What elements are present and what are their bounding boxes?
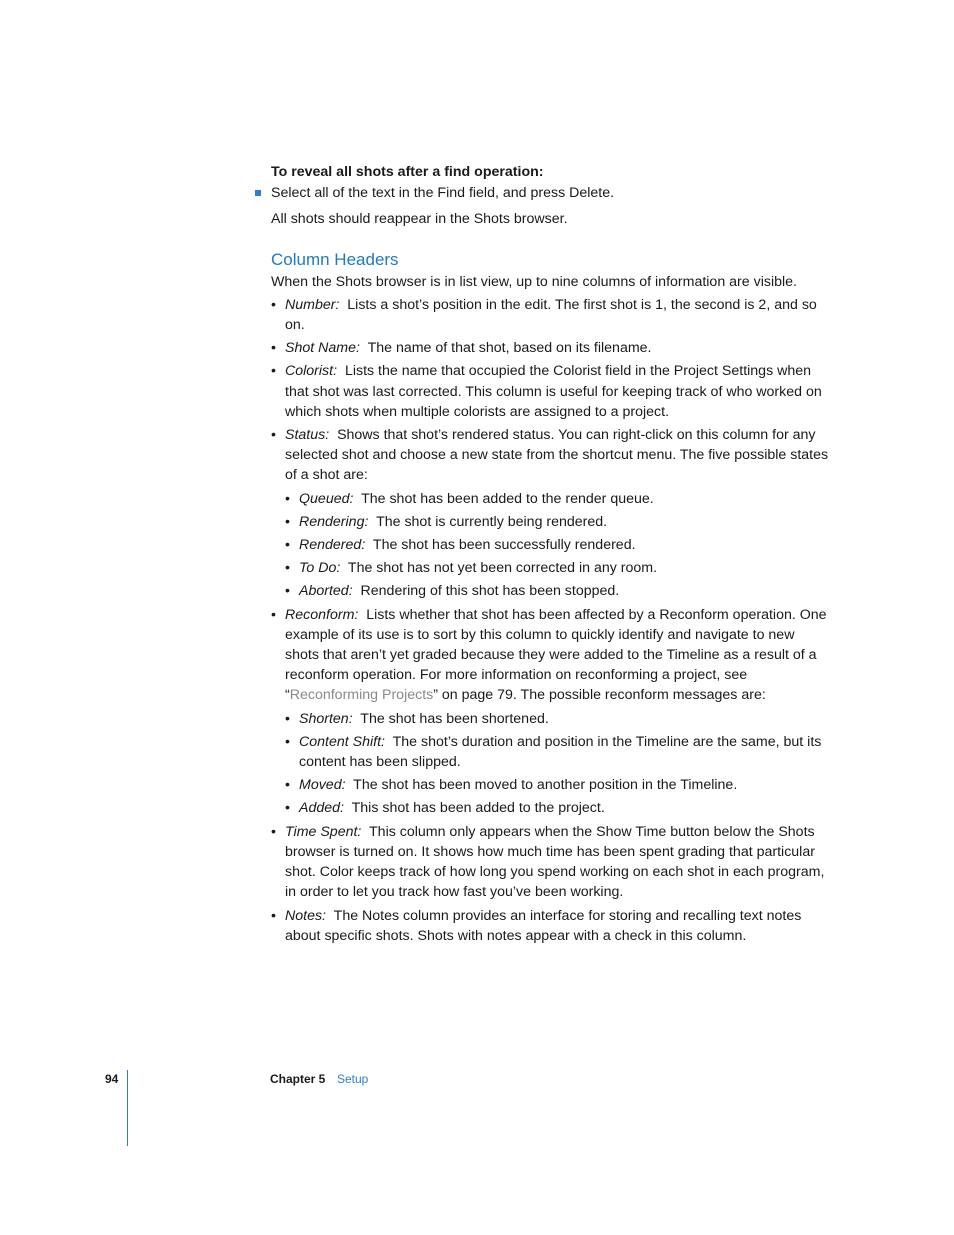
bullet-icon: • — [271, 296, 276, 313]
sub-item-text: The shot has been shortened. — [360, 710, 549, 727]
item-text: Shows that shot’s rendered status. You can right-click on this column for any selected shot and choose a new state from the shortcut menu. The five possible states of a shot are: — [285, 427, 829, 484]
bullet-icon: • — [285, 537, 290, 554]
sub-item-term: Added: — [299, 800, 344, 817]
page-content — [271, 162, 831, 949]
bullet-icon: • — [285, 733, 290, 750]
sub-item-term: Moved: — [299, 777, 346, 794]
sub-list-item — [285, 775, 831, 795]
chapter-label: Chapter 5 — [270, 1072, 326, 1086]
sub-item-term: Rendering: — [299, 513, 369, 530]
task-step-text: Select all of the text in the Find field, and press Delete. — [271, 185, 615, 202]
sub-list-item — [285, 709, 831, 729]
chapter-name: Setup — [337, 1072, 369, 1086]
list-item-time-spent — [271, 822, 831, 903]
item-term: Status: — [285, 427, 330, 444]
sub-item-text: This shot has been added to the project. — [351, 800, 605, 817]
sub-item-term: To Do: — [299, 560, 341, 577]
item-text: Lists the name that occupied the Colorist field in the Project Settings when that shot was last corrected. This column is useful for keeping track of who worked on which shots when multiple colorists are assigned to a project. — [285, 363, 822, 420]
list-item-reconform — [271, 605, 831, 819]
item-term: Reconform: — [285, 606, 359, 623]
cross-reference-link[interactable]: Reconforming Projects — [289, 687, 434, 704]
bullet-icon: • — [285, 513, 290, 530]
sub-list-item — [285, 581, 831, 601]
item-text: Lists whether that shot has been affected by a Reconform operation. One example of its use is to sort by this column to quickly identify and navigate to new shots that aren’t yet graded because they were added to the Timeline as a result of a reconform operation. For more information on reconforming a project, see “ — [285, 606, 827, 704]
sub-item-text: The shot has been moved to another position in the Timeline. — [353, 777, 738, 794]
sub-item-text: The shot is currently being rendered. — [376, 513, 608, 530]
bullet-icon: • — [271, 907, 276, 924]
item-text: The Notes column provides an interface for storing and recalling text notes about specific shots. Shots with notes appear with a check in this column. — [285, 907, 802, 944]
item-term: Notes: — [285, 907, 327, 924]
footer-divider — [127, 1070, 128, 1146]
bullet-icon: • — [271, 606, 276, 623]
sub-item-term: Content Shift: — [299, 733, 385, 750]
list-item-colorist — [271, 361, 831, 422]
status-states-list — [285, 489, 831, 602]
item-term: Colorist: — [285, 363, 338, 380]
reconform-messages-list — [285, 709, 831, 819]
item-term: Shot Name: — [285, 340, 360, 357]
task-heading: To reveal all shots after a find operation: — [271, 164, 544, 180]
bullet-icon: • — [285, 710, 290, 727]
item-term: Time Spent: — [285, 823, 362, 840]
sub-item-term: Shorten: — [299, 710, 353, 727]
sub-item-term: Aborted: — [299, 583, 353, 600]
bullet-icon: • — [285, 490, 290, 507]
bullet-icon: • — [285, 800, 290, 817]
section-intro: When the Shots browser is in list view, up to nine columns of information are visible. — [271, 273, 797, 290]
item-text: This column only appears when the Show Time button below the Shots browser is turned on. It shows how much time has been spent grading that particular shot. Color keeps track of how long you spend working on each shot in each program, in order to let you track how fast you’ve been working. — [285, 823, 825, 901]
bullet-icon: • — [271, 823, 276, 840]
sub-list-item — [285, 732, 831, 772]
bullet-icon: • — [271, 340, 276, 357]
bullet-icon: • — [271, 363, 276, 380]
sub-item-text: Rendering of this shot has been stopped. — [360, 583, 620, 600]
column-list — [271, 295, 831, 946]
bullet-icon: • — [285, 777, 290, 794]
item-term: Number: — [285, 296, 340, 313]
sub-item-term: Queued: — [299, 490, 354, 507]
list-item-shot-name — [271, 338, 831, 358]
section-title: Column Headers — [271, 249, 399, 269]
sub-list-item — [285, 798, 831, 818]
sub-item-text: The shot has not yet been corrected in any room. — [347, 560, 658, 577]
square-bullet-icon — [255, 190, 261, 196]
sub-list-item — [285, 535, 831, 555]
page-number: 94 — [105, 1072, 119, 1086]
item-text: The name of that shot, based on its filename. — [367, 340, 652, 357]
task-step — [271, 183, 831, 203]
list-item-status — [271, 425, 831, 602]
bullet-icon: • — [285, 583, 290, 600]
list-item-number — [271, 295, 831, 335]
sub-item-text: The shot has been added to the render queue. — [361, 490, 654, 507]
sub-list-item — [285, 489, 831, 509]
page-footer — [0, 1070, 954, 1150]
sub-list-item — [285, 558, 831, 578]
sub-item-term: Rendered: — [299, 537, 366, 554]
sub-item-text: The shot’s duration and position in the Timeline are the same, but its content has been slipped. — [299, 733, 822, 771]
list-item-notes — [271, 906, 831, 946]
bullet-icon: • — [285, 560, 290, 577]
sub-list-item — [285, 512, 831, 532]
item-text-after: ” on page 79. The possible reconform messages are: — [433, 687, 766, 704]
task-result: All shots should reappear in the Shots browser. — [271, 211, 568, 228]
item-text: Lists a shot’s position in the edit. The first shot is 1, the second is 2, and so on. — [285, 296, 817, 334]
bullet-icon: • — [271, 427, 276, 444]
sub-item-text: The shot has been successfully rendered. — [372, 537, 636, 554]
